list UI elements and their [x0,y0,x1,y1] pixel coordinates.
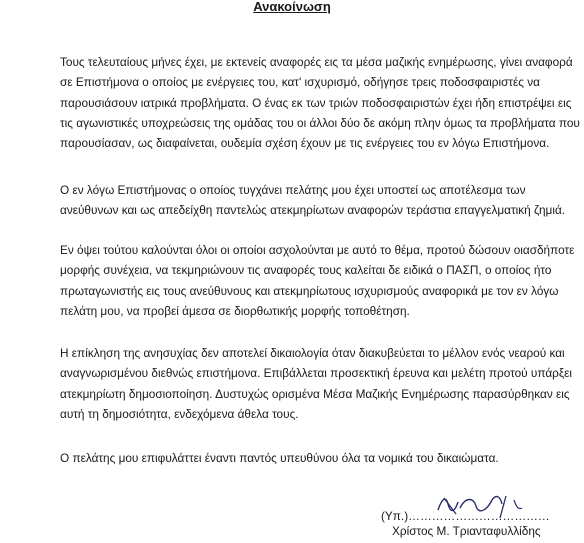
signature-line: (Υπ.)……………………………… [381,509,550,523]
paragraph-2: Ο εν λόγω Επιστήμονας ο οποίος τυγχάνει πελάτης μου έχει υποστεί ως αποτέλεσμα των ανεύθυνων και ως απεδείχθη παντελώς ατεκμηρίωτων αναφορών τεράστια επαγγελματική ζημιά. [60,183,566,218]
paragraph-1: Τους τελευταίους μήνες έχει, με εκτενείς αναφορές εις τα μέσα μαζικής ενημέρωσης, γίνει αναφορά σε Επιστήμονα ο οποίος με ενέργειες του, κατ' ισχυρισμό, οδήγησε τρεις ποδοσφαιριστές να παρουσιάσουν ιατρικά προβλήματα. Ο ένας εκ των τριών ποδοσφαιριστών έχει ήδη επιστρέψει εις τις αγωνιστικές υποχρεώσεις της ομάδας του οι άλλοι δύο δε ακόμη πλην όμως τα προβλήματα που παρουσίασαν, ως διαφαίνεται, ουδεμία σχέση έχουν με τις ενέργειες του εν λόγω Επιστήμονα. [60,55,580,151]
paragraph-4: Η επίκληση της ανησυχίας δεν αποτελεί δικαιολογία όταν διακυβεύεται το μέλλον ενός νεαρού και αναγνωρισμένου διεθνώς επιστήμονα. Επιβάλλεται προσεκτική έρευνα και μελέτη προτού υπάρξει ατεκμηρίωτη δημοσιοποίηση. Δυστυχώς ορισμένα Μέσα Μαζικής Ενημέρωσης παρασύρθηκαν εις αυτή τη δημοσιότητα, ενδεχόμενα άθελα τους. [60,346,573,421]
document-title: Ανακοίνωση [253,0,331,14]
paragraph-3: Εν όψει τούτου καλούνται όλοι οι οποίοι ασχολούνται με αυτό το θέμα, προτού δώσουν οιασδήποτε μορφής συνέχεια, να τεκμηριώνουν τις αναφορές τους καλείται δε ειδικά ο ΠΑΣΠ, ο οποίος ήτο πρωταγωνιστής εις τους ανεύθυνους και ατεκμηρίωτους ισχυρισμούς αναφορικά με τον εν λόγω πελάτη μου, να προβεί άμεσα σε διορθωτικής μορφής τοποθέτηση. [60,243,575,318]
paragraph-5: Ο πελάτης μου επιφυλάττει έναντι παντός υπευθύνου όλα τα νομικά του δικαιώματα. [60,451,499,465]
signatory-name: Χρίστος Μ. Τριανταφυλλίδης [392,524,541,538]
